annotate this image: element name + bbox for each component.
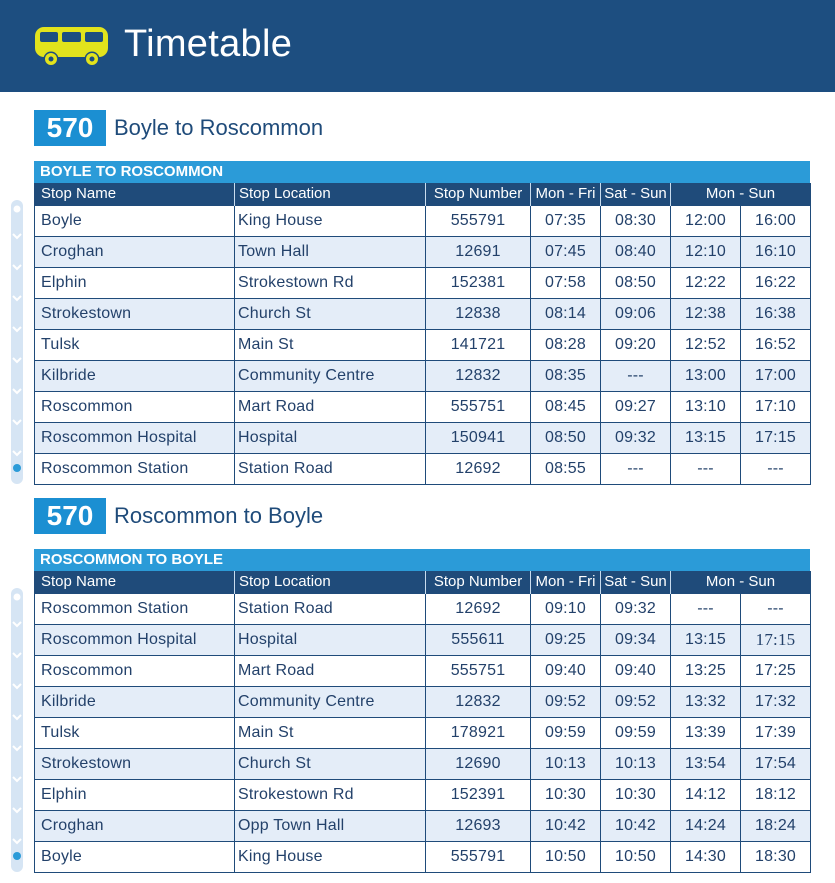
stop-name-cell: Roscommon Hospital xyxy=(35,625,235,656)
mon-sun-time-cell: 16:10 xyxy=(741,237,811,268)
stop-number-cell: 555751 xyxy=(426,656,531,687)
stop-number-cell: 141721 xyxy=(426,330,531,361)
stop-location-cell: Community Centre xyxy=(235,687,426,718)
mon-sun-time-cell: 13:25 xyxy=(671,656,741,687)
table-row xyxy=(35,392,811,423)
stop-name-cell: Croghan xyxy=(35,237,235,268)
stop-name-cell: Elphin xyxy=(35,268,235,299)
sat-sun-time-cell: 09:32 xyxy=(601,423,671,454)
mon-sun-time-cell: --- xyxy=(741,454,811,485)
table-row xyxy=(35,206,811,237)
stop-start-marker xyxy=(14,594,21,601)
timetable-container xyxy=(34,549,810,873)
route-progress-rail xyxy=(10,200,24,484)
stop-number-cell: 555751 xyxy=(426,392,531,423)
route-title: Boyle to Roscommon xyxy=(114,115,324,140)
table-header-row xyxy=(35,183,811,206)
table-title: ROSCOMMON TO BOYLE xyxy=(34,549,810,571)
table-row xyxy=(35,811,811,842)
stop-location-cell: Community Centre xyxy=(235,361,426,392)
column-header-stop-name: Stop Name xyxy=(35,183,235,206)
stop-end-marker xyxy=(13,852,21,860)
sat-sun-time-cell: 10:30 xyxy=(601,780,671,811)
route-title: Roscommon to Boyle xyxy=(114,503,324,528)
mon-sun-time-cell: 13:10 xyxy=(671,392,741,423)
stop-name-cell: Kilbride xyxy=(35,687,235,718)
mon-fri-time-cell: 08:55 xyxy=(531,454,601,485)
mon-sun-time-cell: 13:00 xyxy=(671,361,741,392)
stop-location-cell: Hospital xyxy=(235,625,426,656)
sat-sun-time-cell: 09:34 xyxy=(601,625,671,656)
stop-location-cell: Church St xyxy=(235,749,426,780)
mon-sun-time-cell: 17:10 xyxy=(741,392,811,423)
sat-sun-time-cell: --- xyxy=(601,361,671,392)
table-title: BOYLE TO ROSCOMMON xyxy=(34,161,810,183)
mon-sun-time-cell: 13:39 xyxy=(671,718,741,749)
page-header xyxy=(0,0,835,92)
stop-number-cell: 152391 xyxy=(426,780,531,811)
sat-sun-time-cell: 08:50 xyxy=(601,268,671,299)
mon-fri-time-cell: 08:45 xyxy=(531,392,601,423)
mon-sun-time-cell: --- xyxy=(741,594,811,625)
stop-number-cell: 555791 xyxy=(426,206,531,237)
table-row xyxy=(35,842,811,873)
mon-sun-time-cell: 17:54 xyxy=(741,749,811,780)
mon-sun-time-cell: 12:22 xyxy=(671,268,741,299)
mon-sun-time-cell: --- xyxy=(671,454,741,485)
stop-number-cell: 150941 xyxy=(426,423,531,454)
stop-location-cell: Opp Town Hall xyxy=(235,811,426,842)
stop-name-cell: Boyle xyxy=(35,206,235,237)
column-header-stop-location: Stop Location xyxy=(235,183,426,206)
mon-sun-time-cell: 13:15 xyxy=(671,423,741,454)
route-section xyxy=(0,110,835,490)
table-header-row xyxy=(35,571,811,594)
stop-location-cell: Strokestown Rd xyxy=(235,268,426,299)
mon-sun-time-cell: 14:30 xyxy=(671,842,741,873)
stop-number-cell: 12838 xyxy=(426,299,531,330)
mon-sun-time-cell: 18:12 xyxy=(741,780,811,811)
sat-sun-time-cell: 10:13 xyxy=(601,749,671,780)
mon-sun-time-cell: 17:25 xyxy=(741,656,811,687)
route-progress-rail xyxy=(10,588,24,872)
stop-location-cell: Station Road xyxy=(235,454,426,485)
table-row xyxy=(35,299,811,330)
stop-number-cell: 12692 xyxy=(426,454,531,485)
table-row xyxy=(35,749,811,780)
stop-number-cell: 12692 xyxy=(426,594,531,625)
mon-sun-time-cell: 13:15 xyxy=(671,625,741,656)
stop-location-cell: Town Hall xyxy=(235,237,426,268)
sat-sun-time-cell: 09:40 xyxy=(601,656,671,687)
mon-sun-time-cell: 12:10 xyxy=(671,237,741,268)
table-row xyxy=(35,594,811,625)
timetable xyxy=(34,571,811,873)
mon-sun-time-cell: 17:15 xyxy=(741,625,811,656)
stop-number-cell: 12832 xyxy=(426,361,531,392)
stop-name-cell: Roscommon Station xyxy=(35,454,235,485)
mon-fri-time-cell: 09:10 xyxy=(531,594,601,625)
mon-sun-time-cell: 16:38 xyxy=(741,299,811,330)
stop-name-cell: Strokestown xyxy=(35,749,235,780)
stop-name-cell: Roscommon Hospital xyxy=(35,423,235,454)
mon-sun-time-cell: 18:24 xyxy=(741,811,811,842)
timetable xyxy=(34,183,811,485)
mon-sun-time-cell: 17:00 xyxy=(741,361,811,392)
stop-number-cell: 12691 xyxy=(426,237,531,268)
column-header-stop-number: Stop Number xyxy=(426,183,531,206)
table-body xyxy=(35,594,811,873)
sat-sun-time-cell: 09:20 xyxy=(601,330,671,361)
column-header-sat-sun: Sat - Sun xyxy=(601,571,671,594)
route-section xyxy=(0,498,835,878)
stop-name-cell: Croghan xyxy=(35,811,235,842)
sat-sun-time-cell: 09:06 xyxy=(601,299,671,330)
sat-sun-time-cell: --- xyxy=(601,454,671,485)
column-header-stop-number: Stop Number xyxy=(426,571,531,594)
table-body xyxy=(35,206,811,485)
column-header-mon-sun: Mon - Sun xyxy=(671,183,811,206)
mon-sun-time-cell: 12:38 xyxy=(671,299,741,330)
stop-location-cell: Mart Road xyxy=(235,656,426,687)
stop-location-cell: Hospital xyxy=(235,423,426,454)
stop-number-cell: 152381 xyxy=(426,268,531,299)
stop-location-cell: Mart Road xyxy=(235,392,426,423)
route-number-badge: 570 xyxy=(34,498,106,534)
mon-fri-time-cell: 09:52 xyxy=(531,687,601,718)
mon-sun-time-cell: 13:54 xyxy=(671,749,741,780)
table-row xyxy=(35,268,811,299)
stop-number-cell: 178921 xyxy=(426,718,531,749)
table-row xyxy=(35,718,811,749)
column-header-mon-sun: Mon - Sun xyxy=(671,571,811,594)
stop-name-cell: Elphin xyxy=(35,780,235,811)
stop-location-cell: Station Road xyxy=(235,594,426,625)
stop-name-cell: Kilbride xyxy=(35,361,235,392)
stop-end-marker xyxy=(13,464,21,472)
stop-number-cell: 555791 xyxy=(426,842,531,873)
mon-fri-time-cell: 07:45 xyxy=(531,237,601,268)
sat-sun-time-cell: 09:27 xyxy=(601,392,671,423)
sat-sun-time-cell: 08:40 xyxy=(601,237,671,268)
mon-fri-time-cell: 10:50 xyxy=(531,842,601,873)
column-header-mon-fri: Mon - Fri xyxy=(531,183,601,206)
sat-sun-time-cell: 10:50 xyxy=(601,842,671,873)
stop-location-cell: King House xyxy=(235,206,426,237)
mon-sun-time-cell: 13:32 xyxy=(671,687,741,718)
column-header-sat-sun: Sat - Sun xyxy=(601,183,671,206)
mon-sun-time-cell: 16:52 xyxy=(741,330,811,361)
stop-location-cell: Church St xyxy=(235,299,426,330)
mon-sun-time-cell: 18:30 xyxy=(741,842,811,873)
mon-sun-time-cell: 16:00 xyxy=(741,206,811,237)
table-row xyxy=(35,330,811,361)
table-row xyxy=(35,687,811,718)
column-header-stop-location: Stop Location xyxy=(235,571,426,594)
mon-fri-time-cell: 10:13 xyxy=(531,749,601,780)
sat-sun-time-cell: 08:30 xyxy=(601,206,671,237)
mon-fri-time-cell: 10:42 xyxy=(531,811,601,842)
stop-name-cell: Roscommon xyxy=(35,656,235,687)
stop-name-cell: Tulsk xyxy=(35,330,235,361)
mon-sun-time-cell: 17:39 xyxy=(741,718,811,749)
sat-sun-time-cell: 10:42 xyxy=(601,811,671,842)
table-row xyxy=(35,454,811,485)
table-row xyxy=(35,656,811,687)
bus-icon xyxy=(35,25,109,67)
stop-location-cell: Main St xyxy=(235,330,426,361)
timetable-container xyxy=(34,161,810,485)
column-header-stop-name: Stop Name xyxy=(35,571,235,594)
mon-sun-time-cell: 17:15 xyxy=(741,423,811,454)
mon-sun-time-cell: --- xyxy=(671,594,741,625)
route-number-badge: 570 xyxy=(34,110,106,146)
stop-name-cell: Roscommon xyxy=(35,392,235,423)
stop-start-marker xyxy=(14,206,21,213)
mon-fri-time-cell: 10:30 xyxy=(531,780,601,811)
column-header-mon-fri: Mon - Fri xyxy=(531,571,601,594)
stop-number-cell: 555611 xyxy=(426,625,531,656)
stop-number-cell: 12693 xyxy=(426,811,531,842)
mon-sun-time-cell: 12:00 xyxy=(671,206,741,237)
table-row xyxy=(35,423,811,454)
mon-fri-time-cell: 08:28 xyxy=(531,330,601,361)
table-row xyxy=(35,361,811,392)
page-title: Timetable xyxy=(124,23,293,65)
stop-location-cell: Strokestown Rd xyxy=(235,780,426,811)
stop-location-cell: Main St xyxy=(235,718,426,749)
stop-name-cell: Boyle xyxy=(35,842,235,873)
mon-fri-time-cell: 08:50 xyxy=(531,423,601,454)
mon-fri-time-cell: 07:58 xyxy=(531,268,601,299)
mon-sun-time-cell: 14:12 xyxy=(671,780,741,811)
table-row xyxy=(35,237,811,268)
sat-sun-time-cell: 09:52 xyxy=(601,687,671,718)
mon-fri-time-cell: 09:59 xyxy=(531,718,601,749)
stop-location-cell: King House xyxy=(235,842,426,873)
mon-sun-time-cell: 14:24 xyxy=(671,811,741,842)
mon-fri-time-cell: 08:14 xyxy=(531,299,601,330)
table-row xyxy=(35,780,811,811)
sat-sun-time-cell: 09:32 xyxy=(601,594,671,625)
stop-name-cell: Tulsk xyxy=(35,718,235,749)
table-row xyxy=(35,625,811,656)
stop-name-cell: Strokestown xyxy=(35,299,235,330)
mon-fri-time-cell: 08:35 xyxy=(531,361,601,392)
mon-fri-time-cell: 07:35 xyxy=(531,206,601,237)
mon-fri-time-cell: 09:40 xyxy=(531,656,601,687)
mon-sun-time-cell: 16:22 xyxy=(741,268,811,299)
stop-name-cell: Roscommon Station xyxy=(35,594,235,625)
mon-sun-time-cell: 17:32 xyxy=(741,687,811,718)
mon-fri-time-cell: 09:25 xyxy=(531,625,601,656)
mon-sun-time-cell: 12:52 xyxy=(671,330,741,361)
sat-sun-time-cell: 09:59 xyxy=(601,718,671,749)
stop-number-cell: 12690 xyxy=(426,749,531,780)
stop-number-cell: 12832 xyxy=(426,687,531,718)
